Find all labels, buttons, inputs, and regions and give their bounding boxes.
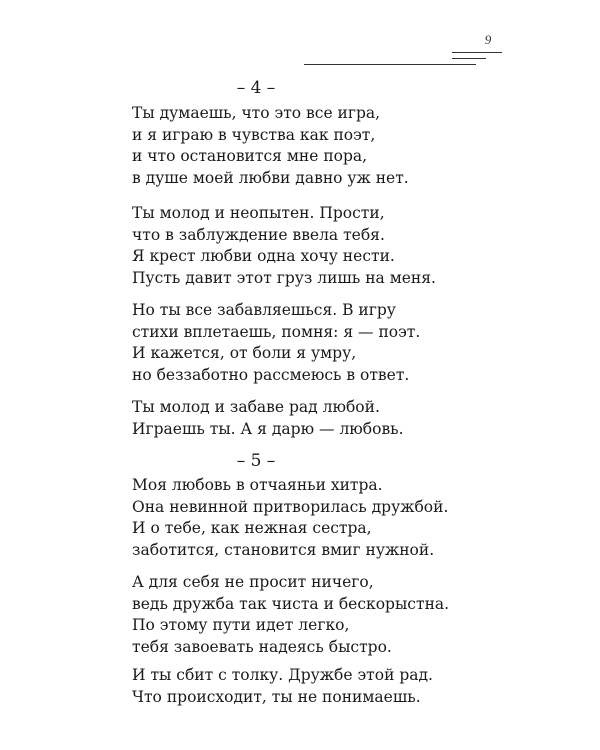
poem-line: и я играю в чувства как поэт,: [132, 125, 376, 144]
poem-line: заботится, становится вмиг нужной.: [132, 540, 435, 559]
poem-line: Ты думаешь, что это все игра,: [132, 104, 381, 122]
poem-line: тебя завоевать надеясь быстро.: [132, 637, 392, 656]
poem-line: в душе моей любви давно уж нет.: [132, 168, 409, 187]
header-rule-bottom: [304, 64, 476, 65]
poem-line: Ты молод и забаве рад любой.: [132, 398, 380, 416]
poem-line: Моя любовь в отчаяньи хитра.: [132, 476, 383, 494]
poem-line: Играешь ты. А я дарю — любовь.: [132, 419, 404, 438]
poem-line: Но ты все забавляешься. В игру: [132, 301, 396, 319]
poem-line: ведь дружба так чиста и бескорыстна.: [132, 594, 450, 613]
section-5-stanza-3: [132, 665, 433, 708]
poem-line: Она невинной притворилась дружбой.: [132, 497, 449, 516]
poem-line: И о тебе, как нежная сестра,: [132, 519, 372, 537]
section-5-title: – 5 –: [236, 451, 276, 471]
page-number: 9: [484, 32, 492, 47]
poem-line: и что остановится мне пора,: [132, 147, 368, 165]
poem-line: По этому пути идет легко,: [132, 616, 350, 634]
section-4-stanza-1: [132, 103, 409, 189]
section-5-stanza-1: [132, 475, 448, 561]
section-4-stanza-4: [132, 397, 404, 440]
section-4-stanza-3: [132, 300, 420, 386]
poem-line: Что происходит, ты не понимаешь.: [132, 687, 421, 706]
poem-line: но беззаботно рассмеюсь в ответ.: [132, 365, 410, 384]
poem-line: И кажется, от боли я умру,: [132, 344, 357, 362]
poem-line: И ты сбит с толку. Дружбе этой рад.: [132, 666, 433, 684]
poem-line: Ты молод и неопытен. Прости,: [132, 204, 385, 222]
poem-line: стихи вплетаешь, помня: я — поэт.: [132, 322, 421, 341]
section-5-stanza-2: [132, 572, 449, 658]
poem-line: Я крест любви одна хочу нести.: [132, 247, 395, 265]
poem-line: Пусть давит этот груз лишь на меня.: [132, 268, 436, 287]
section-4-stanza-2: [132, 203, 436, 289]
poem-line: что в заблуждение ввела тебя.: [132, 225, 385, 244]
header-rule-middle: [452, 58, 486, 59]
header-rule-top: [452, 52, 502, 53]
section-4-title: – 4 –: [236, 78, 276, 98]
poem-line: А для себя не просит ничего,: [132, 573, 374, 591]
